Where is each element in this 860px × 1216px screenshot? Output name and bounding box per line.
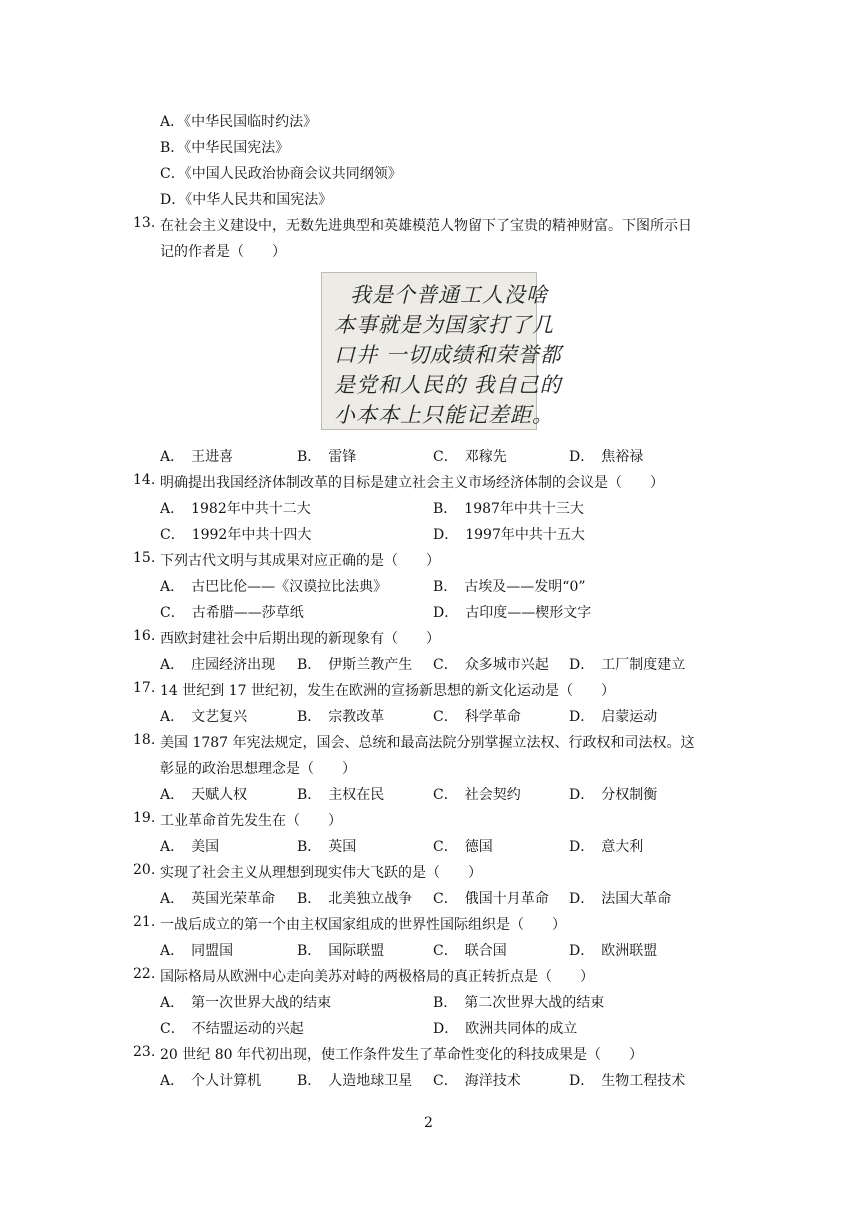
q13-option-d: D． 焦裕禄 <box>569 449 644 465</box>
q18-number: 18. <box>133 732 156 748</box>
q19-option-a: A． 美国 <box>160 839 220 855</box>
q21-option-b: B． 国际联盟 <box>297 943 385 959</box>
q17-option-c: C． 科学革命 <box>433 709 521 725</box>
q15-option-d: D． 古印度——楔形文字 <box>433 605 592 621</box>
q15-option-b: B． 古埃及——发明“0” <box>433 579 586 595</box>
q13-option-a: A． 王进喜 <box>160 449 234 465</box>
q17-option-b: B． 宗教改革 <box>297 709 385 725</box>
q22-option-d: D． 欧洲共同体的成立 <box>433 1021 578 1037</box>
q20-option-a: A． 英国光荣革命 <box>160 891 276 907</box>
q12-option-c: C．《中国人民政治协商会议共同纲领》 <box>160 166 402 182</box>
q18-stem-line2: 彰显的政治思想理念是（ ） <box>160 761 356 777</box>
diary-image <box>321 272 562 430</box>
q13-stem-line1: 在社会主义建设中，无数先进典型和英雄模范人物留下了宝贵的精神财富。下图所示日 <box>160 218 692 234</box>
q13-option-b: B． 雷锋 <box>297 449 357 465</box>
q14-option-b: B． 1987年中共十三大 <box>433 501 584 517</box>
q20-stem: 实现了社会主义从理想到现实伟大飞跃的是（ ） <box>160 865 482 881</box>
q15-number: 15. <box>133 550 156 566</box>
q20-number: 20. <box>133 862 156 878</box>
q16-option-a: A． 庄园经济出现 <box>160 657 276 673</box>
q23-option-a: A． 个人计算机 <box>160 1073 262 1089</box>
q22-stem: 国际格局从欧洲中心走向美苏对峙的两极格局的真正转折点是（ ） <box>160 969 594 985</box>
q13-number: 13. <box>133 215 156 231</box>
q20-option-d: D． 法国大革命 <box>569 891 672 907</box>
q21-option-d: D． 欧洲联盟 <box>569 943 658 959</box>
q14-option-a: A． 1982年中共十二大 <box>160 501 311 517</box>
q19-option-b: B． 英国 <box>297 839 357 855</box>
q23-stem: 20 世纪 80 年代初出现，使工作条件发生了革命性变化的科技成果是（ ） <box>160 1047 643 1063</box>
q22-option-c: C． 不结盟运动的兴起 <box>160 1021 304 1037</box>
diary-line: 是党和人民的 我自己的 <box>334 373 562 397</box>
diary-line: 口井 一切成绩和荣誉都 <box>334 343 562 367</box>
page-number: 2 <box>424 1115 433 1131</box>
q23-option-b: B． 人造地球卫星 <box>297 1073 413 1089</box>
q13-option-c: C． 邓稼先 <box>433 449 507 465</box>
q23-option-c: C． 海洋技术 <box>433 1073 521 1089</box>
q14-option-d: D． 1997年中共十五大 <box>433 527 585 543</box>
q20-option-b: B． 北美独立战争 <box>297 891 413 907</box>
q19-option-c: C． 德国 <box>433 839 493 855</box>
q22-number: 22. <box>133 966 156 982</box>
q21-option-c: C． 联合国 <box>433 943 507 959</box>
q12-option-a: A．《中华民国临时约法》 <box>160 114 318 130</box>
q12-option-b: B．《中华民国宪法》 <box>160 140 290 156</box>
q16-stem: 西欧封建社会中后期出现的新现象有（ ） <box>160 631 440 647</box>
q23-option-d: D． 生物工程技术 <box>569 1073 686 1089</box>
q18-option-a: A． 天赋人权 <box>160 787 248 803</box>
q12-option-d: D．《中华人民共和国宪法》 <box>160 192 333 208</box>
q18-option-c: C． 社会契约 <box>433 787 521 803</box>
q17-option-a: A． 文艺复兴 <box>160 709 248 725</box>
q16-option-d: D． 工厂制度建立 <box>569 657 686 673</box>
diary-line: 小本本上只能记差距。 <box>334 403 554 427</box>
q15-stem: 下列古代文明与其成果对应正确的是（ ） <box>160 553 440 569</box>
q21-stem: 一战后成立的第一个由主权国家组成的世界性国际组织是（ ） <box>160 917 566 933</box>
q22-option-a: A． 第一次世界大战的结束 <box>160 995 332 1011</box>
q14-stem: 明确提出我国经济体制改革的目标是建立社会主义市场经济体制的会议是（ ） <box>160 475 664 491</box>
q13-stem-line2: 记的作者是（ ） <box>160 244 286 260</box>
q16-number: 16. <box>133 628 156 644</box>
q20-option-c: C． 俄国十月革命 <box>433 891 549 907</box>
q14-option-c: C． 1992年中共十四大 <box>160 527 312 543</box>
q18-option-b: B． 主权在民 <box>297 787 385 803</box>
q16-option-c: C． 众多城市兴起 <box>433 657 549 673</box>
q18-option-d: D． 分权制衡 <box>569 787 658 803</box>
q17-number: 17. <box>133 680 156 696</box>
q15-option-a: A． 古巴比伦——《汉谟拉比法典》 <box>160 579 388 595</box>
q23-number: 23. <box>133 1044 156 1060</box>
q21-option-a: A． 同盟国 <box>160 943 234 959</box>
q22-option-b: B． 第二次世界大战的结束 <box>433 995 605 1011</box>
q14-number: 14. <box>133 472 156 488</box>
diary-line: 本事就是为国家打了几 <box>334 313 554 337</box>
q17-option-d: D． 启蒙运动 <box>569 709 658 725</box>
q21-number: 21. <box>133 914 156 930</box>
q18-stem-line1: 美国 1787 年宪法规定，国会、总统和最高法院分别掌握立法权、行政权和司法权。这 <box>160 735 695 751</box>
q19-stem: 工业革命首先发生在（ ） <box>160 813 342 829</box>
q16-option-b: B． 伊斯兰教产生 <box>297 657 413 673</box>
q19-option-d: D． 意大利 <box>569 839 644 855</box>
q19-number: 19. <box>133 810 156 826</box>
diary-line: 我是个普通工人没啥 <box>350 283 548 307</box>
q15-option-c: C． 古希腊——莎草纸 <box>160 605 304 621</box>
q17-stem: 14 世纪到 17 世纪初，发生在欧洲的宣扬新思想的新文化运动是（ ） <box>160 683 615 699</box>
